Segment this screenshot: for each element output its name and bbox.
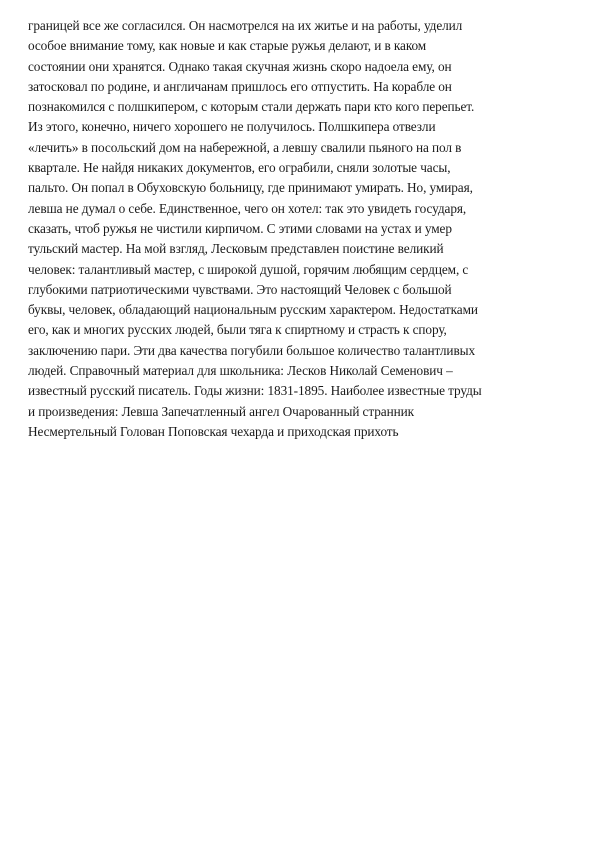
text-line: «лечить» в посольский дом на набережной, а левшу свалили пьяного на пол в	[28, 139, 462, 155]
text-line: тульский мастер. На мой взгляд, Лесковым представлен поистине великий	[28, 241, 444, 257]
text-line: заключению пари. Эти два качества погубили большое количество талантливых	[28, 342, 476, 358]
text-line: границей все же согласился. Он насмотрелся на их житье и на работы, уделил	[28, 18, 463, 33]
text-line: пальто. Он попал в Обуховскую больницу, где принимают умирать. Но, умирая,	[28, 180, 473, 196]
text-line: его, как и многих русских людей, были тяга к спиртному и страсть к спору,	[28, 322, 447, 338]
text-line: людей. Справочный материал для школьника: Лесков Николай Семенович –	[28, 363, 453, 379]
text-line: сказать, чтоб ружья не чистили кирпичом. С этими словами на устах и умер	[28, 220, 452, 236]
text-line: квартале. Не найдя никаких документов, его ограбили, сняли золотые часы,	[28, 160, 451, 176]
text-line: Несмертельный Голован Поповская чехарда и приходская прихоть	[28, 423, 399, 439]
body-text	[28, 16, 580, 442]
text-line: познакомился с полшкипером, с которым стали держать пари кто кого перепьет.	[28, 99, 475, 115]
text-line: состоянии они хранятся. Однако такая скучная жизнь скоро надоела ему, он	[28, 58, 452, 74]
text-line: затосковал по родине, и англичанам пришлось его отпустить. На корабле он	[28, 78, 452, 94]
text-line: особое внимание тому, как новые и как старые ружья делают, и в каком	[28, 38, 427, 54]
text-line: человек: талантливый мастер, с широкой душой, горячим любящим сердцем, с	[28, 261, 469, 277]
text-line: Из этого, конечно, ничего хорошего не получилось. Полшкипера отвезли	[28, 119, 436, 135]
text-line: глубокими патриотическими чувствами. Это настоящий Человек с большой	[28, 281, 452, 297]
text-line: известный русский писатель. Годы жизни: 1831-1895. Наиболее известные труды	[28, 383, 482, 399]
text-line: буквы, человек, обладающий национальным русским характером. Недостатками	[28, 302, 478, 318]
text-line: и произведения: Левша Запечатленный ангел Очарованный странник	[28, 403, 414, 419]
text-line: левша не думал о себе. Единственное, чего он хотел: так это увидеть государя,	[28, 200, 467, 216]
